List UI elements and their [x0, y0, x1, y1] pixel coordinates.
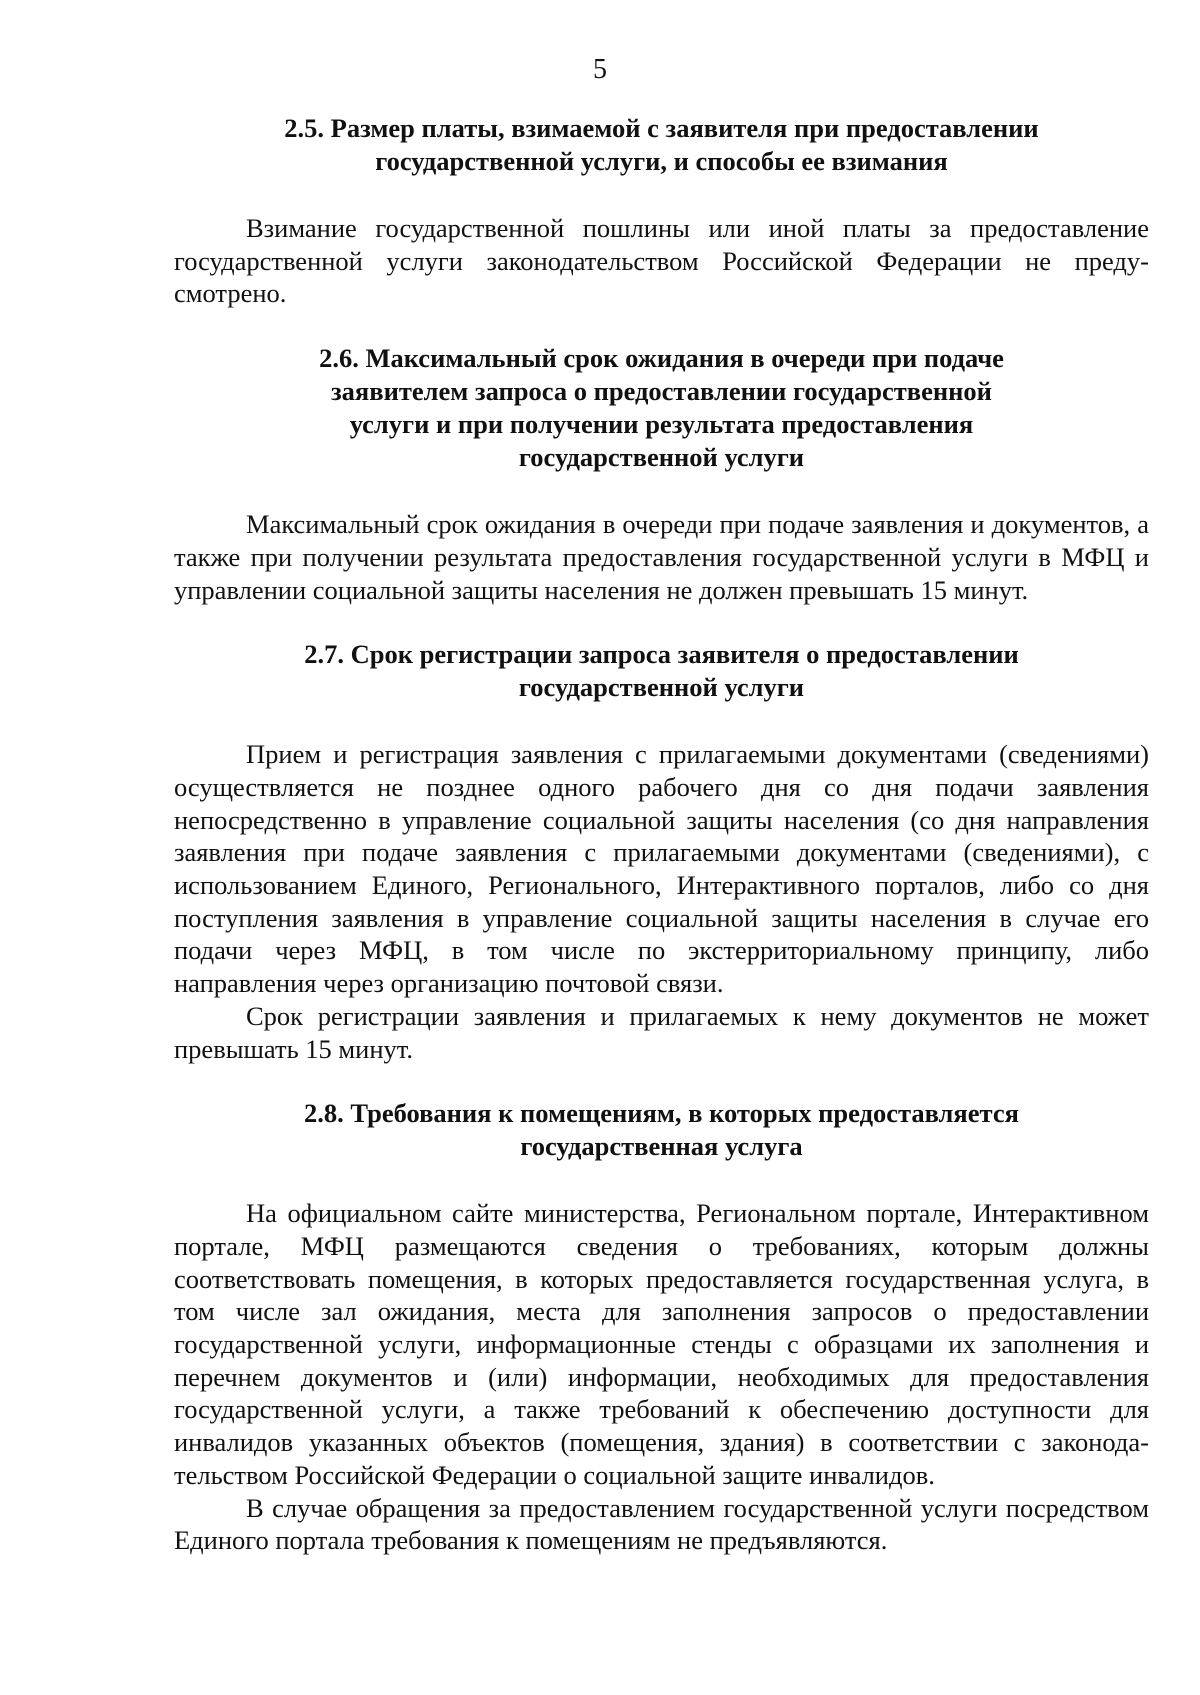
paragraph: Максимальный срок ожидания в очереди при подаче заявления и документов, а также при получении результата предоставления государственной услуги в МФЦ и управлении социальной защиты населения не должен превышать 15 минут.	[174, 509, 1149, 605]
paragraph: Прием и регистрация заявления с прилагаемыми документами (сведениями) осуществляется не позднее одного рабочего дня со дня подачи заявления непосредственно в управление социальной защиты населения (со дня направления заявления при подаче заявления с прилагаемыми документами (сведениями), с использованием Единого, Регионального, Интерактивного порталов, либо со дня поступления заявления в управление социальной защиты населения в случае его подачи через МФЦ, в том числе по экстерриториальному принципу, либо направления через организацию почтовой связи.	[174, 739, 1149, 999]
paragraph: В случае обращения за предоставлением государственной услуги посредством Единого портала требования к помещениям не предъявляются.	[174, 1492, 1149, 1556]
section-2-7	[174, 638, 1149, 1065]
paragraph: Взимание государственной пошлины или иной платы за предоставление государственной услуги законодательством Российской Федерации не предусмотрено.	[174, 213, 1149, 309]
section-heading: 2.8. Требования к помещениям, в которых предоставляется государственная услуга	[304, 1098, 1019, 1162]
section-heading: 2.5. Размер платы, взимаемой с заявителя при предоставлении государственной услуги, и способы ее взимания	[284, 113, 1039, 176]
section-2-8	[174, 1097, 1149, 1557]
document-body	[174, 112, 1149, 1557]
section-2-6	[174, 342, 1149, 606]
section-2-5	[174, 112, 1149, 310]
page-number: 5	[593, 54, 607, 85]
paragraph: Срок регистрации заявления и прилагаемых к нему документов не может превышать 15 минут.	[174, 1000, 1149, 1064]
section-heading: 2.6. Максимальный срок ожидания в очереди при подаче заявителем запроса о предоставлении государственной услуги и при получении результата предоставления государственной услуги	[319, 343, 1004, 473]
section-heading: 2.7. Срок регистрации запроса заявителя о предоставлении государственной услуги	[304, 639, 1019, 703]
paragraph: На официальном сайте министерства, Региональном портале, Интерактивном портале, МФЦ размещаются сведения о требованиях, которым должны соответствовать помещения, в которых предоставляется государственная услуга, в том числе зал ожидания, места для заполнения запросов о предоставлении государственной услуги, информационные стенды с образцами их заполнения и перечнем документов и (или) информации, необходимых для предоставления государственной услуги, а также требований к обеспечению доступности для инвалидов указанных объектов (помещения, здания) в соответствии с законодательством Российской Федерации о социальной защите инвалидов.	[174, 1198, 1149, 1490]
